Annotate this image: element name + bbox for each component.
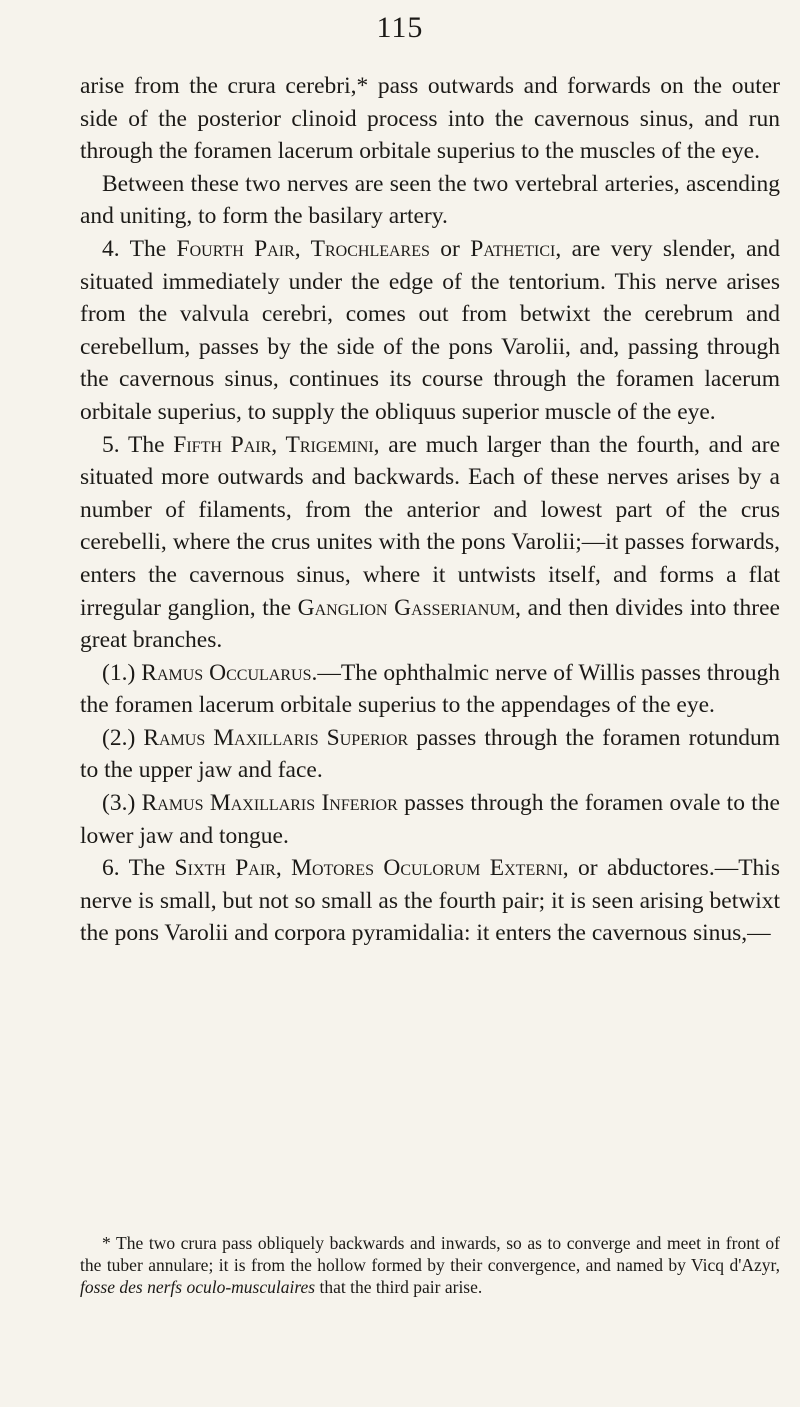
small-caps-heading: Ramus Occularus. <box>141 659 318 686</box>
text-segment: arise from the crura cerebri,* pass outwards and forwards on the outer side of the posterior clinoid process into the cavernous sinus, and run through the foramen lacerum orbitale superius to the muscles of the eye. <box>80 73 780 165</box>
text-segment: —The ophthalmic nerve of Willis passes through the foramen lacerum orbitale superius to the appendages of the eye. <box>80 659 780 719</box>
small-caps-heading: Sixth Pair, Motores Oculorum Externi, <box>174 855 569 882</box>
small-caps-heading: Ramus Maxillaris Inferior <box>141 790 398 817</box>
footnote <box>80 1232 780 1298</box>
text-segment: passes through the foramen rotundum to the upper jaw and face. <box>80 724 780 784</box>
small-caps-heading: Fifth Pair, Trigemini, <box>173 431 380 458</box>
italic-term: fosse des nerfs oculo-musculaires <box>80 1277 316 1297</box>
text-segment: are very slender, and situated immediately under the edge of the tentorium. This nerve arises from the valvula cerebri, comes out from betwixt the cerebrum and cerebellum, passes by the side of the pons Varolii, and, passing through the cavernous sinus, continues its course through the foramen lacerum orbitale superius, to supply the obliquus superior muscle of the eye. <box>80 235 781 425</box>
text-segment: or abductores.—This nerve is small, but not so small as the fourth pair; it is seen arising betwixt the pons Varolii and corpora pyramidalia: it enters the cavernous sinus,— <box>80 855 780 947</box>
small-caps-heading: Pathetici, <box>470 235 562 262</box>
paragraph-fifth-pair <box>80 429 780 657</box>
small-caps-heading: Ramus Maxillaris Superior <box>143 724 409 751</box>
small-caps-heading: Ganglion Gasserianum, <box>297 594 521 621</box>
small-caps-heading: Fourth Pair, Trochleares <box>176 235 430 262</box>
text-segment: Between these two nerves are seen the two vertebral arteries, ascending and uniting, to form the basilary artery. <box>80 170 780 230</box>
text-segment: are much larger than the fourth, and are situated more outwards and backwards. Each of these nerves arises by a number of filaments, from the anterior and lowest part of the crus cerebelli, where the crus unites with the pons Varolii;—it passes forwards, enters the cavernous sinus, where it untwists itself, and forms a flat irregular ganglion, the <box>80 431 780 621</box>
text-segment: (2.) <box>102 724 144 751</box>
paragraph-ramus-occularus <box>80 657 780 722</box>
text-segment: (1.) <box>102 659 142 686</box>
text-segment: passes through the foramen ovale to the lower jaw and tongue. <box>80 790 780 849</box>
text-segment: * The two crura pass obliquely backwards and inwards, so as to converge and meet in front of the tuber annulare; it is from the hollow formed by their convergence, and named by Vicq d'Azyr, <box>80 1233 780 1275</box>
text-segment: 4. The <box>102 235 177 262</box>
text-segment: 5. The <box>102 431 174 458</box>
text-segment: 6. The <box>102 855 175 882</box>
paragraph-ramus-maxillaris-inferior <box>80 787 780 852</box>
paragraph-ramus-maxillaris-superior <box>80 722 780 787</box>
paragraph-sixth-pair <box>80 852 780 950</box>
text-segment: or <box>429 235 471 262</box>
text-segment: (3.) <box>102 790 142 817</box>
body-text <box>80 70 780 950</box>
paragraph-vertebral-arteries <box>80 168 780 233</box>
paragraph-crura <box>80 70 780 168</box>
text-segment: that the third pair arise. <box>315 1277 483 1297</box>
text-segment: and then divides into three great branches. <box>80 594 780 654</box>
page-number: 115 <box>376 11 424 44</box>
paragraph-fourth-pair <box>80 233 780 429</box>
footnote-text <box>80 1232 780 1298</box>
